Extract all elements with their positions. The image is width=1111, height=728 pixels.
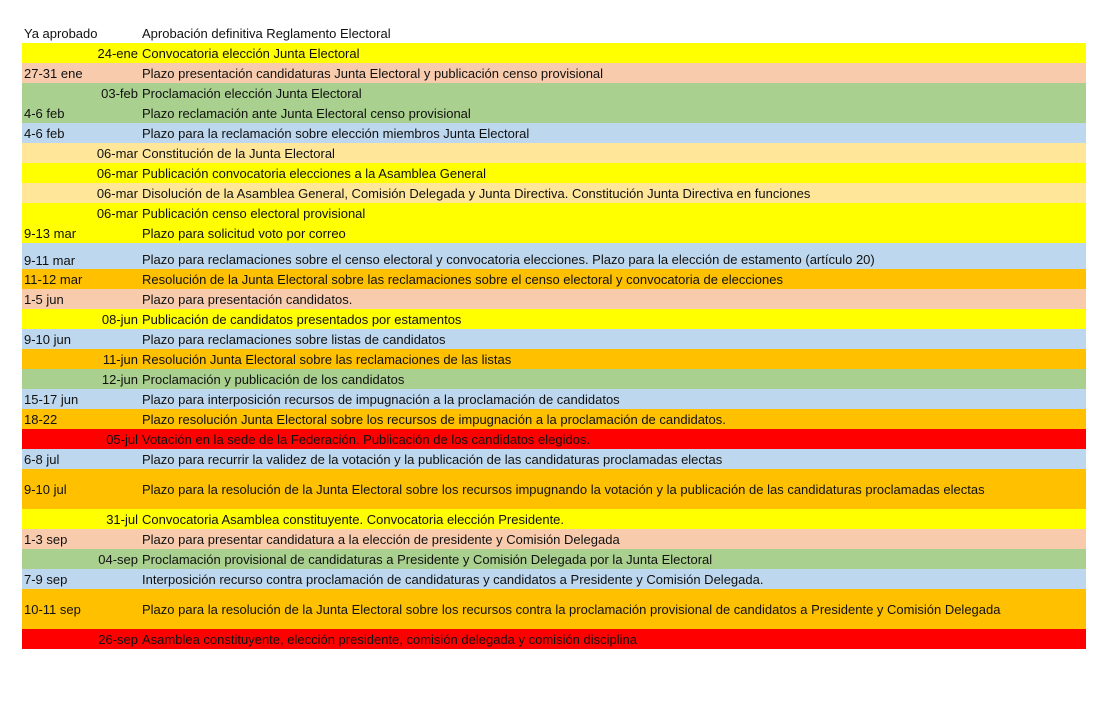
schedule-row: [22, 409, 1086, 429]
schedule-description: Convocatoria Asamblea constituyente. Convocatoria elección Presidente.: [142, 511, 565, 527]
schedule-date: 12-jun: [101, 371, 138, 387]
schedule-description: Resolución de la Junta Electoral sobre las reclamaciones sobre el censo electoral y convocatoria de elecciones: [142, 271, 783, 287]
schedule-description: Plazo para la resolución de la Junta Electoral sobre los recursos impugnando la votación y la publicación de las candidaturas proclamadas electas: [142, 481, 985, 497]
schedule-description: Plazo para reclamaciones sobre el censo electoral y convocatoria elecciones. Plazo para la elección de estamento (artículo 20): [142, 252, 875, 267]
schedule-description: Asamblea constituyente, elección presidente, comisión delegada y comisión disciplina: [142, 631, 637, 647]
schedule-row: [22, 123, 1086, 143]
schedule-date: 4-6 feb: [24, 105, 65, 121]
schedule-date: 06-mar: [96, 205, 138, 221]
schedule-row: [22, 269, 1086, 289]
schedule-description: Plazo reclamación ante Junta Electoral censo provisional: [142, 105, 471, 121]
schedule-description: Resolución Junta Electoral sobre las reclamaciones de las listas: [142, 351, 512, 367]
schedule-description: Plazo presentación candidaturas Junta Electoral y publicación censo provisional: [142, 65, 604, 81]
schedule-row: [22, 309, 1086, 329]
schedule-row: [22, 183, 1086, 203]
schedule-date: 9-13 mar: [24, 225, 77, 241]
schedule-description: Plazo para solicitud voto por correo: [142, 225, 346, 241]
schedule-description: Interposición recurso contra proclamación de candidaturas y candidatos a Presidente y Comisión Delegada.: [142, 571, 764, 587]
schedule-description: Constitución de la Junta Electoral: [142, 145, 335, 161]
schedule-date: 06-mar: [96, 185, 138, 201]
schedule-description: Publicación de candidatos presentados por estamentos: [142, 311, 462, 327]
schedule-description: Plazo para presentación candidatos.: [142, 291, 353, 307]
schedule-description: Proclamación y publicación de los candidatos: [142, 371, 405, 387]
schedule-date: 06-mar: [96, 145, 138, 161]
schedule-date: 15-17 jun: [24, 391, 79, 407]
schedule-row: [22, 549, 1086, 569]
schedule-description: Disolución de la Asamblea General, Comisión Delegada y Junta Directiva. Constitución Junta Directiva en funciones: [142, 185, 811, 201]
schedule-row: [22, 103, 1086, 123]
schedule-date: 06-mar: [96, 165, 138, 181]
schedule-date: 9-10 jul: [24, 481, 67, 497]
schedule-row: [22, 329, 1086, 349]
schedule-description: Plazo para presentar candidatura a la elección de presidente y Comisión Delegada: [142, 531, 620, 547]
schedule-date: 1-5 jun: [24, 291, 64, 307]
schedule-date: 31-jul: [106, 511, 138, 527]
schedule-description: Convocatoria elección Junta Electoral: [142, 45, 360, 61]
schedule-description: Plazo resolución Junta Electoral sobre los recursos de impugnación a la proclamación de candidatos.: [142, 411, 726, 427]
schedule-date: 18-22: [24, 411, 58, 427]
election-schedule-table: [22, 23, 1086, 649]
schedule-row: [22, 289, 1086, 309]
schedule-date: 1-3 sep: [24, 531, 68, 547]
schedule-date: 26-sep: [98, 631, 138, 647]
schedule-description: Plazo para recurrir la validez de la votación y la publicación de las candidaturas proclamadas electas: [142, 451, 723, 467]
schedule-row: [22, 83, 1086, 103]
schedule-row: [22, 143, 1086, 163]
schedule-row: [22, 569, 1086, 589]
schedule-date: 11-jun: [102, 351, 138, 367]
schedule-description: Publicación censo electoral provisional: [142, 205, 366, 221]
schedule-date: 9-10 jun: [24, 331, 71, 347]
schedule-description: Publicación convocatoria elecciones a la Asamblea General: [142, 165, 486, 181]
schedule-row: [22, 349, 1086, 369]
schedule-row: [22, 203, 1086, 223]
schedule-row: [22, 243, 1086, 269]
schedule-description: Plazo para reclamaciones sobre listas de candidatos: [142, 331, 446, 347]
schedule-row: [22, 589, 1086, 629]
schedule-date: Ya aprobado: [24, 25, 98, 41]
schedule-date: 10-11 sep: [24, 601, 81, 617]
schedule-row: [22, 23, 1086, 43]
schedule-date: 6-8 jul: [24, 451, 60, 467]
schedule-row: [22, 389, 1086, 409]
schedule-row: [22, 629, 1086, 649]
schedule-description: Plazo para la resolución de la Junta Electoral sobre los recursos contra la proclamación provisional de candidatos a Presidente y Comisión Delegada: [142, 601, 1001, 617]
schedule-date: 4-6 feb: [24, 125, 65, 141]
schedule-description: Plazo para interposición recursos de impugnación a la proclamación de candidatos: [142, 391, 620, 407]
schedule-description: Proclamación elección Junta Electoral: [142, 85, 362, 101]
schedule-description: Votación en la sede de la Federación. Publicación de los candidatos elegidos.: [142, 431, 591, 447]
schedule-row: [22, 163, 1086, 183]
schedule-date: 08-jun: [101, 311, 138, 327]
schedule-date: 05-jul: [106, 431, 138, 447]
schedule-description: Plazo para la reclamación sobre elección miembros Junta Electoral: [142, 125, 530, 141]
schedule-row: [22, 449, 1086, 469]
schedule-row: [22, 223, 1086, 243]
schedule-date: 27-31 ene: [24, 65, 83, 81]
schedule-row: [22, 43, 1086, 63]
schedule-date: 9-11 mar: [24, 253, 76, 268]
schedule-date: 11-12 mar: [24, 271, 83, 287]
schedule-description: Proclamación provisional de candidaturas a Presidente y Comisión Delegada por la Junta Electoral: [142, 551, 713, 567]
schedule-row: [22, 429, 1086, 449]
schedule-row: [22, 509, 1086, 529]
schedule-row: [22, 469, 1086, 509]
schedule-row: [22, 369, 1086, 389]
schedule-row: [22, 63, 1086, 83]
schedule-row: [22, 529, 1086, 549]
schedule-description: Aprobación definitiva Reglamento Electoral: [142, 25, 391, 41]
schedule-date: 03-feb: [101, 85, 138, 101]
schedule-date: 7-9 sep: [24, 571, 68, 587]
schedule-date: 04-sep: [98, 551, 138, 567]
schedule-date: 24-ene: [97, 45, 138, 61]
